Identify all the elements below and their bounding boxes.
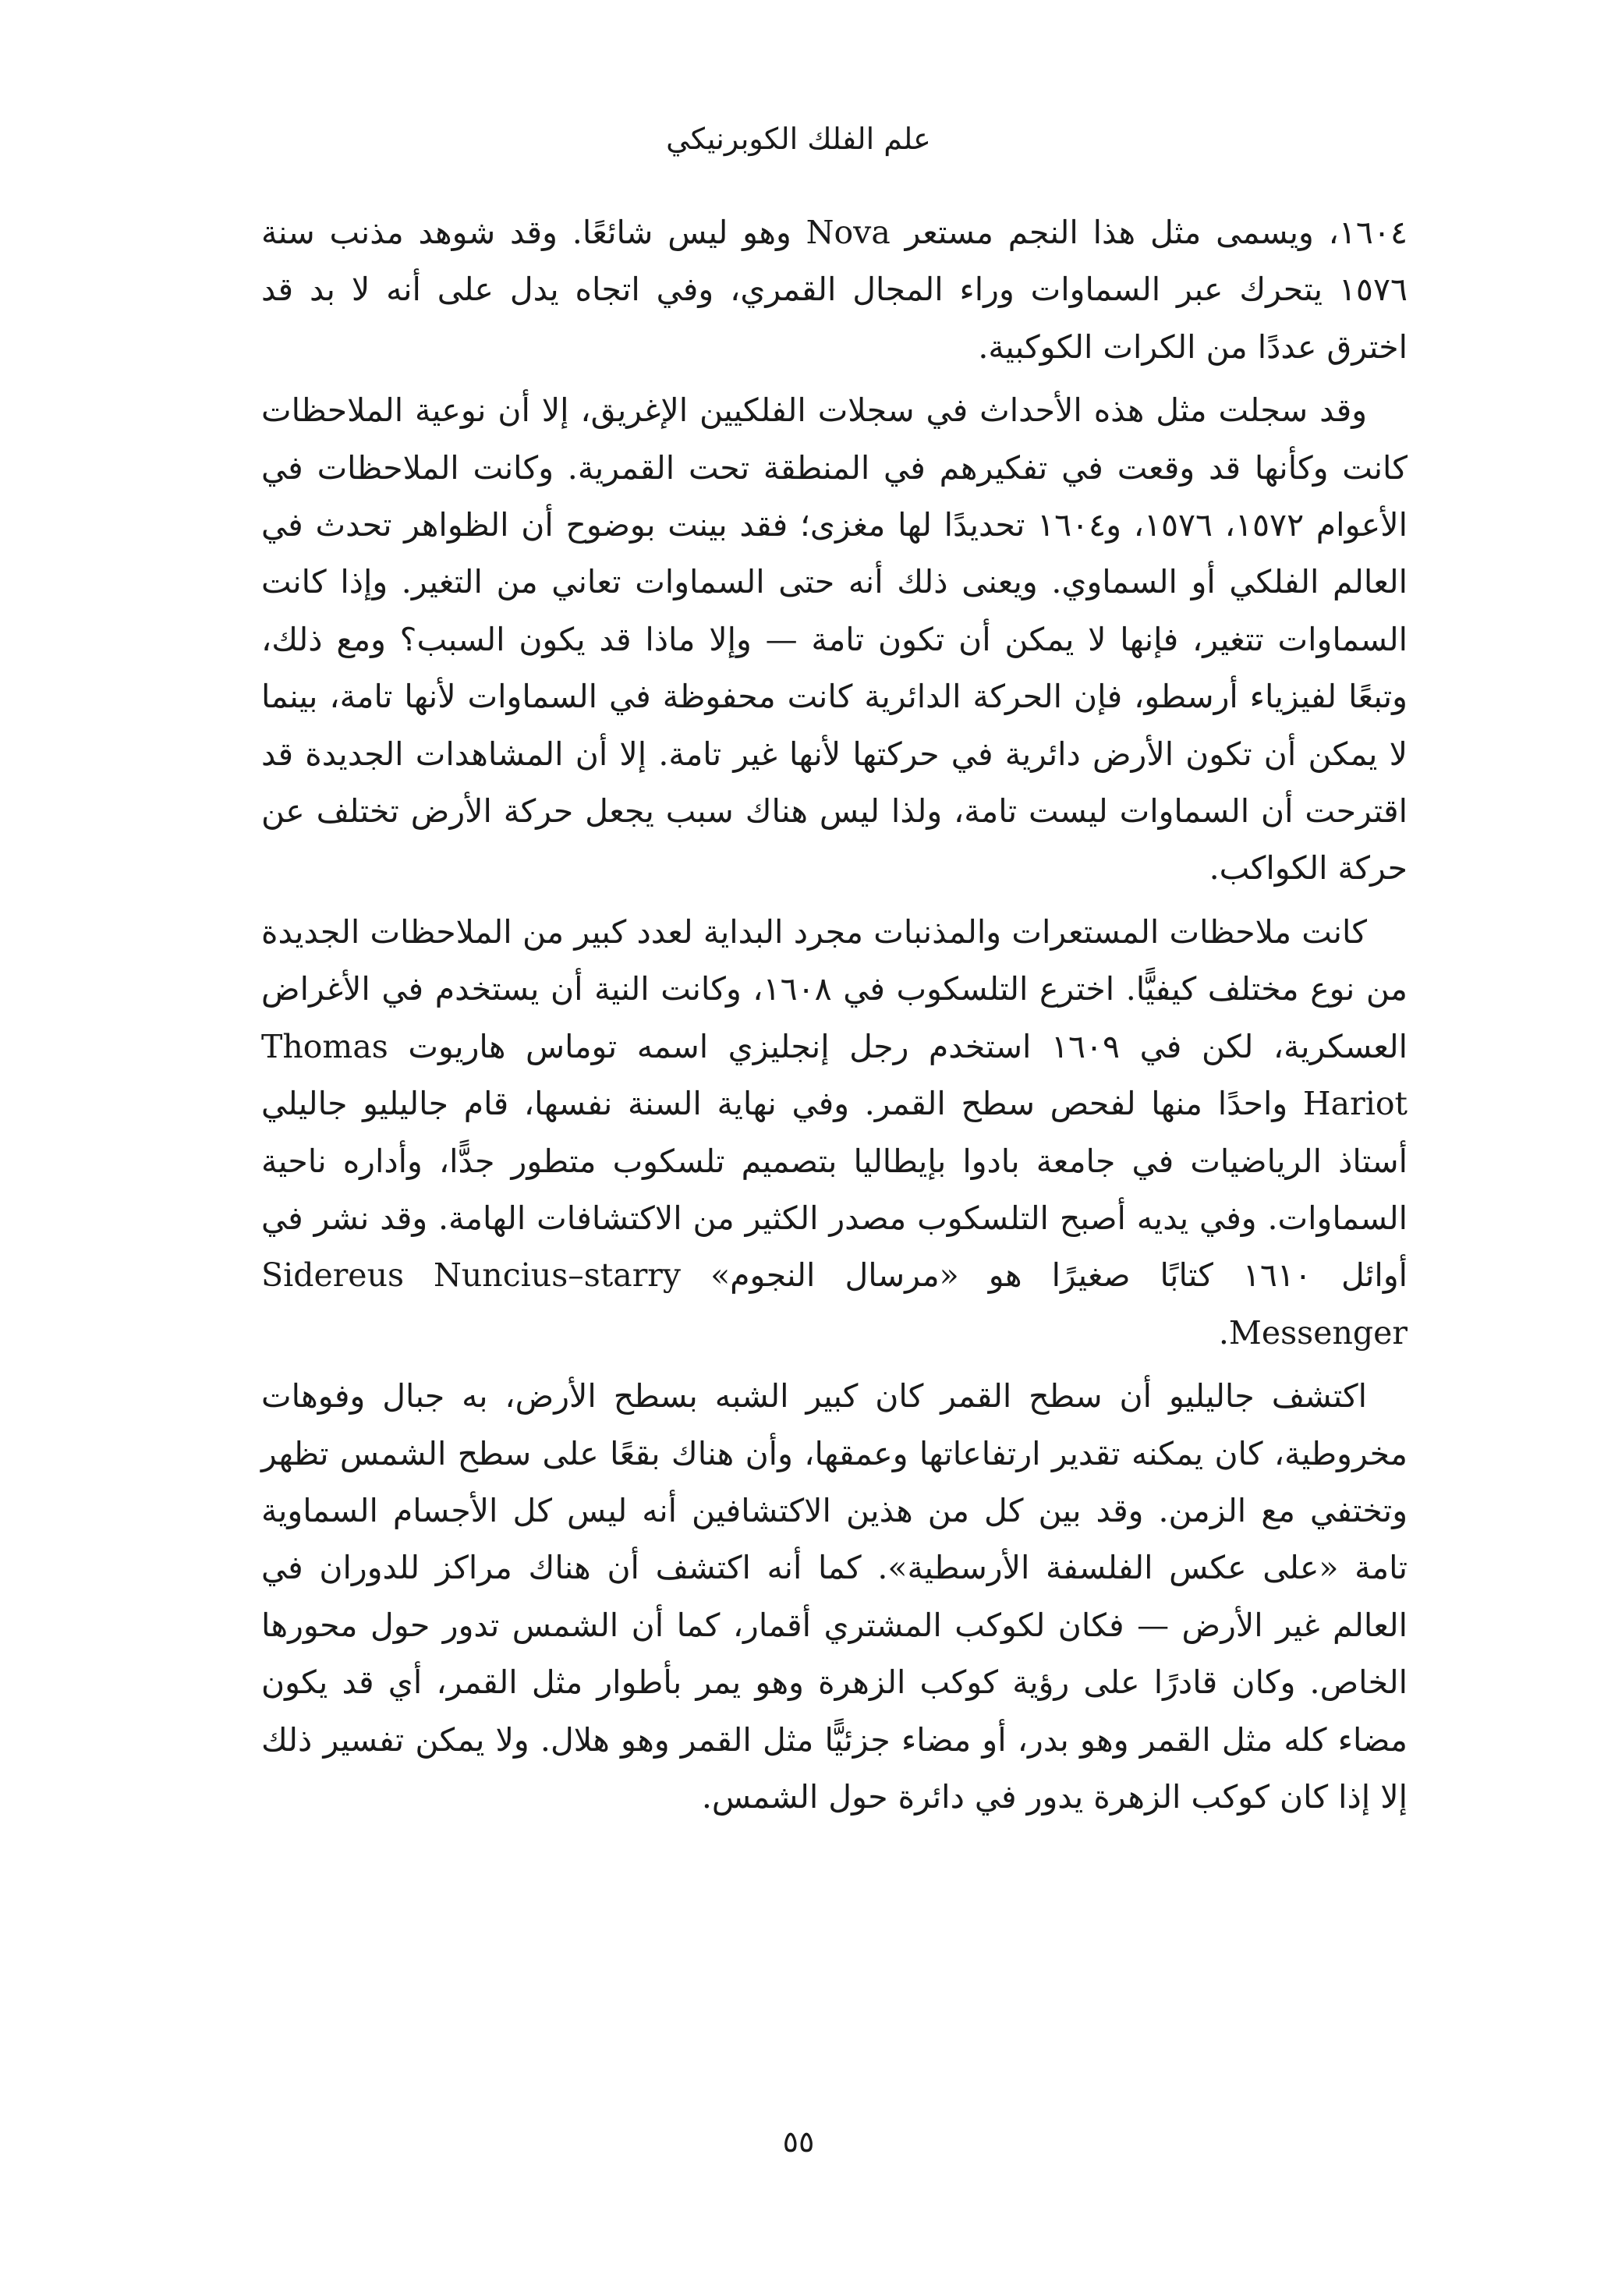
- paragraph: كانت ملاحظات المستعرات والمذنبات مجرد البداية لعدد كبير من الملاحظات الجديدة من نوع مختلف كيفيًّا. اخترع التلسكوب في ١٦٠٨، وكانت النية أن يستخدم في الأغراض العسكرية، لكن في ١٦٠٩ استخدم رجل إنجليزي اسمه توماس هاريوت Thomas Hariot واحدًا منها لفحص سطح القمر. وفي نهاية السنة نفسها، قام جاليليو جاليلي أستاذ الرياضيات في جامعة بادوا بإيطاليا بتصميم تلسكوب متطور جدًّا، وأداره ناحية السماوات. وفي يديه أصبح التلسكوب مصدر الكثير من الاكتشافات الهامة. وقد نشر في أوائل ١٦١٠ كتابًا صغيرًا هو «مرسال النجوم» Sidereus Nuncius–starry Messenger.: [261, 912, 1408, 1352]
- page-number: ٥٥: [782, 2124, 815, 2159]
- page-body: [261, 204, 1408, 1832]
- paragraph: وقد سجلت مثل هذه الأحداث في سجلات الفلكيين الإغريق، إلا أن نوعية الملاحظات كانت وكأنها قد وقعت في تفكيرهم في المنطقة تحت القمرية. وكانت الملاحظات في الأعوام ١٥٧٢، ١٥٧٦، و١٦٠٤ تحديدًا لها مغزى؛ فقد بينت بوضوح أن الظواهر تحدث في العالم الفلكي أو السماوي. ويعنى ذلك أنه حتى السماوات تعاني من التغير. وإذا كانت السماوات تتغير، فإنها لا يمكن أن تكون تامة — وإلا ماذا قد يكون السبب؟ ومع ذلك، وتبعًا لفيزياء أرسطو، فإن الحركة الدائرية كانت محفوظة في السماوات لأنها تامة، بينما لا يمكن أن تكون الأرض دائرية في حركتها لأنها غير تامة. إلا أن المشاهدات الجديدة قد اقترحت أن السماوات ليست تامة، ولذا ليس هناك سبب يجعل حركة الأرض تختلف عن حركة الكواكب.: [261, 392, 1408, 888]
- paragraph: ١٦٠٤، ويسمى مثل هذا النجم مستعر Nova وهو ليس شائعًا. وقد شوهد مذنب سنة ١٥٧٦ يتحرك عبر السماوات وراء المجال القمري، وفي اتجاه يدل على أنه لا بد قد اخترق عددًا من الكرات الكوكبية.: [261, 214, 1408, 366]
- paragraph: اكتشف جاليليو أن سطح القمر كان كبير الشبه بسطح الأرض، به جبال وفوهات مخروطية، كان يمكنه تقدير ارتفاعاتها وعمقها، وأن هناك بقعًا على سطح الشمس تظهر وتختفي مع الزمن. وقد بين كل من هذين الاكتشافين أنه ليس كل الأجسام السماوية تامة «على عكس الفلسفة الأرسطية». كما أنه اكتشف أن هناك مراكز للدوران في العالم غير الأرض — فكان لكوكب المشتري أقمار، كما أن الشمس تدور حول محورها الخاص. وكان قادرًا على رؤية كوكب الزهرة وهو يمر بأطوار مثل القمر، أي قد يكون مضاء كله مثل القمر وهو بدر، أو مضاء جزئيًّا مثل القمر وهو هلال. ولا يمكن تفسير ذلك إلا إذا كان كوكب الزهرة يدور في دائرة حول الشمس.: [261, 1377, 1408, 1816]
- running-title: علم الفلك الكوبرنيكي: [666, 122, 931, 156]
